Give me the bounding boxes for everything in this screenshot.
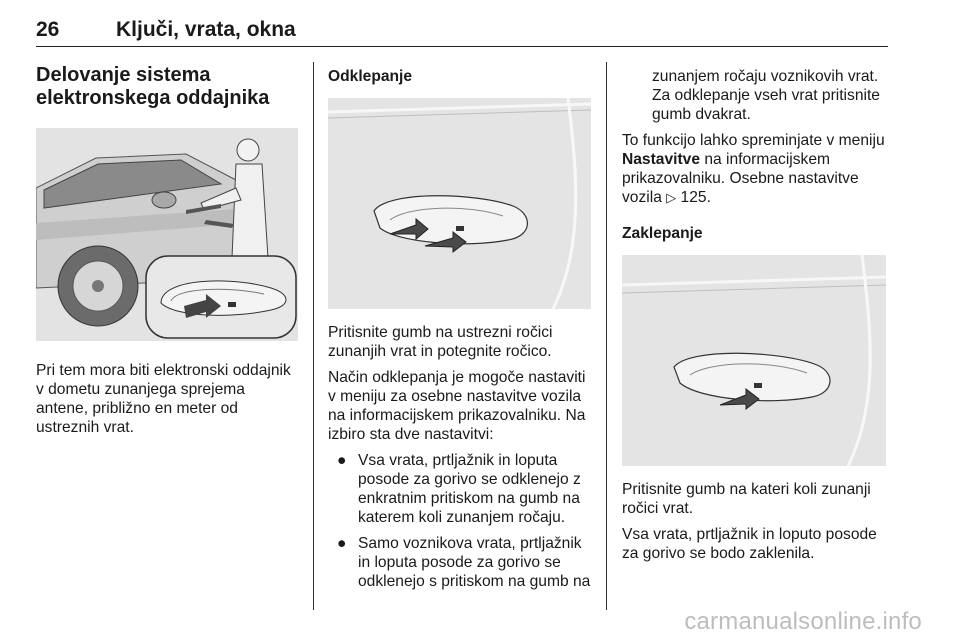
list-item: ● Vsa vrata, prtljažnik in loputa posode za gorivo se odklenejo z enkratnim pritiskom na gumb na katerem koli zunanjem ročaju. [337,452,581,526]
bullet-icon: ● [337,535,347,552]
watermark: carmanualsonline.info [684,608,922,635]
page-title: Ključi, vrata, okna [116,18,296,41]
header-divider [36,46,888,47]
settings-reference-text: To funkcijo lahko spreminjate v meniju Nastavitve na informacijskem prikazovalniku. Osebne nastavitve vozila ▷ 125. [622,132,885,206]
unlock-options-list [328,451,591,591]
section-heading-locking: Zaklepanje [622,225,703,242]
column-1 [36,64,298,444]
lock-instruction-text: Pritisnite gumb na kateri koli zunanji ročici vrat. [622,481,871,517]
unlock-instruction-text: Pritisnite gumb na ustrezni ročici zunanjih vrat in potegnite ročico. [328,324,553,360]
section-heading-unlocking: Odklepanje [328,68,413,85]
page-reference: 125. [680,189,711,206]
column-divider-1 [313,62,314,610]
settings-menu-name: Nastavitve [622,151,701,168]
section-heading-electronic-key: Delovanje sistema elektronskega oddajnika [36,64,270,109]
column-3 [622,67,886,570]
electronic-key-range-text: Pri tem mora biti elektronski oddajnik v dometu zunanjega sprejema antene, približno en meter od ustreznih vrat. [36,362,291,436]
unlock-settings-text: Način odklepanja je mogoče nastaviti v meniju za osebne nastavitve vozila na informacijskem prikazovalniku. Na izbiro sta dve nastavitvi: [328,369,586,443]
lock-result-text: Vsa vrata, prtljažnik in loputo posode za gorivo se bodo zaklenila. [622,526,877,562]
car-with-person-door-handle-illustration [36,128,298,341]
list-item: ● Samo voznikova vrata, prtljažnik in loputa posode za gorivo se odklenejo s pritiskom na gumb na [337,535,591,590]
door-handle-lock-illustration [622,255,886,466]
door-handle-unlock-illustration [328,98,591,309]
page-header [36,12,888,48]
bullet-icon: ● [337,452,347,469]
column-2 [328,64,591,598]
unlock-continuation-text: zunanjem ročaju voznikovih vrat. Za odklepanje vseh vrat pritisnite gumb dvakrat. [652,68,880,123]
page-reference-icon: ▷ [666,191,677,206]
column-divider-2 [606,62,607,610]
page-number: 26 [36,18,60,41]
